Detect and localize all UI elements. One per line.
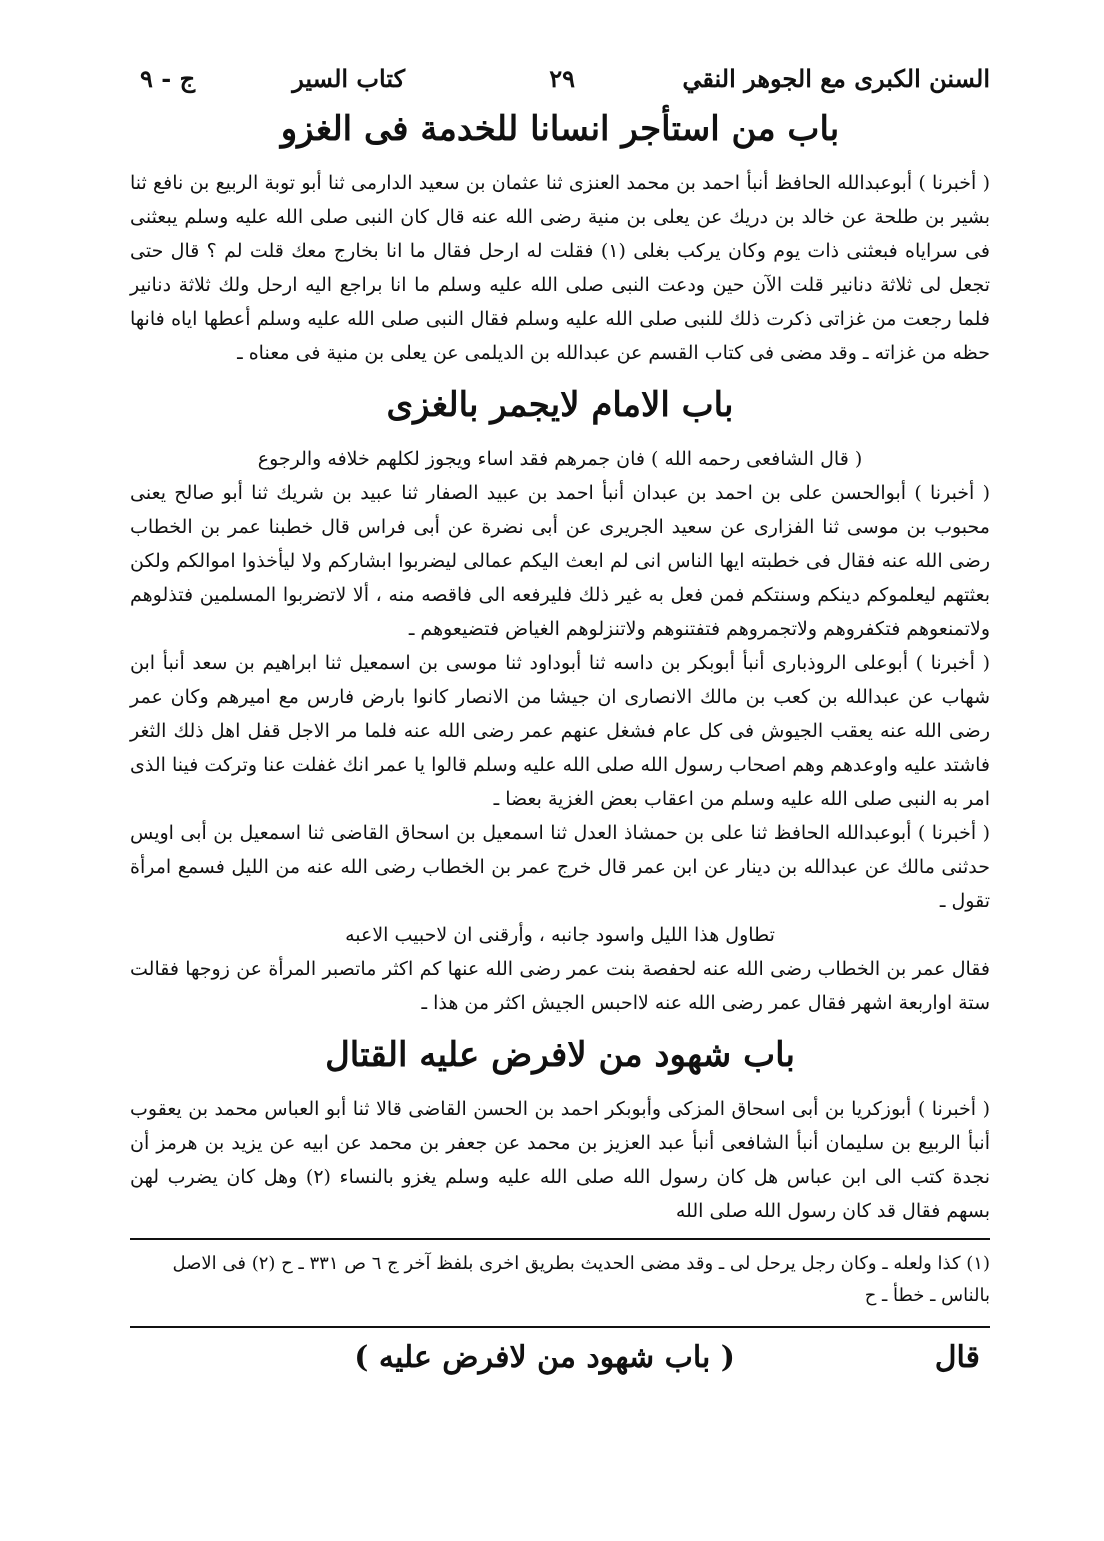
catchword-next: قال — [934, 1340, 980, 1375]
page-number: ٢٩ — [549, 64, 575, 93]
catchword-running-title: ( باب شهود من لافرض عليه ) — [354, 1340, 735, 1375]
chapter-title: باب شهود من لافرض عليه القتال — [325, 1035, 795, 1075]
hadith-paragraph: ( أخبرنا ) أبوعلى الروذبارى أنبأ أبوبكر بن داسه ثنا أبوداود ثنا موسى بن اسمعيل ثنا ابراهيم بن سعد أنبأ ابن شهاب عن عبدالله بن كعب بن مالك الانصارى ان جيشا من الانصار كانوا بارض فارس مع اميرهم وكان عمر رضى الله عنه يعقب الجيوش فى كل عام فشغل عنهم عمر رضى الله عنه فلما مر الاجل قفل اهل ذلك الثغر فاشتد عليه واوعدهم وهم اصحاب رسول الله صلى الله عليه وسلم قالوا يا عمر انك غفلت عنا وتركت فينا الذى امر به النبى صلى الله عليه وسلم من اعقاب بعض الغزية بعضا ـ — [130, 652, 990, 810]
hadith-paragraph: ( أخبرنا ) أبوعبدالله الحافظ ثنا على بن حمشاذ العدل ثنا اسمعيل بن اسحاق القاضى ثنا اسمعيل بن أبى اويس حدثنى مالك عن عبدالله بن دينار عن ابن عمر قال خرج عمر بن الخطاب رضى الله عنه من الليل فسمع امرأة تقول ـ — [130, 822, 990, 912]
hadith-paragraph: ( أخبرنا ) أبوالحسن على بن احمد بن عبدان أنبأ احمد بن عبيد الصفار ثنا عبيد بن شريك ثنا أبو صالح يعنى محبوب بن موسى ثنا الفزارى عن سعيد الجريرى عن أبى نضرة عن أبى فراس قال خطبنا عمر بن الخطاب رضى الله عنه فقال فى خطبته ايها الناس انى لم ابعث اليكم عمالى ليضربوا ابشاركم ولا ليأخذوا اموالكم ولكن بعثتهم ليعلموكم دينكم وسنتكم فمن فعل به غير ذلك فليرفعه الى فاقصه منه ، ألا لاتضربوا المسلمين فتذلوهم ولاتمنعوهم فتكفروهم ولاتجمروهم فتفتنوهم ولاتنزلوهم الغياض فتضيعوهم ـ — [130, 482, 990, 640]
footnote: (١) كذا ولعله ـ وكان رجل يرحل لى ـ وقد مضى الحديث بطريق اخرى بلفظ آخر ج ٦ ص ٣٣١ ـ ح (٢) فى الاصل بالناس ـ خطأ ـ ح — [172, 1253, 990, 1306]
footnote-divider — [130, 1238, 990, 1240]
hadith-paragraph: ( أخبرنا ) أبوزكريا بن أبى اسحاق المزكى وأبوبكر احمد بن الحسن القاضى قالا ثنا أبو العباس محمد بن يعقوب أنبأ الربيع بن سليمان أنبأ الشافعى أنبأ عبد العزيز بن محمد عن جعفر بن محمد عن ابيه عن يزيد بن هرمز أن نجدة كتب الى ابن عباس هل كان رسول الله صلى الله عليه وسلم يغزو بالنساء (٢) وهل كان يضرب لهن بسهم فقال قد كان رسول الله صلى الله — [130, 1098, 990, 1222]
volume-label: ج - ٩ — [140, 64, 196, 93]
hadith-paragraph: ( أخبرنا ) أبوعبدالله الحافظ أنبأ احمد بن محمد العنزى ثنا عثمان بن سعيد الدارمى ثنا أبو توبة الربيع بن نافع ثنا بشير بن طلحة عن خالد بن دريك عن يعلى بن منية رضى الله عنه قال كان النبى صلى الله عليه وسلم يبعثنى فى سراياه فبعثنى ذات يوم وكان يركب بغلى (١) فقلت له ارحل فقال ما انا بخارج معك قلت لم ؟ قال حتى تجعل لى ثلاثة دنانير قلت الآن حين ودعت النبى صلى الله عليه وسلم ما انا براجع اليه ارحل ولك ثلاثة دنانير فلما رجعت من غزاتى ذكرت ذلك للنبى صلى الله عليه وسلم فقال النبى صلى الله عليه وسلم أعطها اياه فانها حظه من غزاته ـ وقد مضى فى كتاب القسم عن عبدالله بن الديلمى عن يعلى بن منية فى معناه ـ — [130, 172, 991, 364]
book-title: السنن الكبرى مع الجوهر النقي — [682, 64, 990, 93]
hadith-paragraph: فقال عمر بن الخطاب رضى الله عنه لحفصة بنت عمر رضى الله عنها كم اكثر ماتصبر المرأة عن زوجها فقالت ستة اواربعة اشهر فقال عمر رضى الله عنه لااحبس الجيش اكثر من هذا ـ — [130, 958, 990, 1014]
page — [130, 60, 990, 1382]
poetry-verse: تطاول هذا الليل واسود جانبه ، وأرقنى ان لاحبيب الاعبه — [345, 924, 775, 946]
running-header — [130, 60, 990, 104]
kitab-title: كتاب السير — [292, 64, 405, 93]
catchwords — [130, 1328, 990, 1382]
chapter-title: باب من استأجر انسانا للخدمة فى الغزو — [280, 109, 840, 149]
chapter-title: باب الامام لايجمر بالغزى — [386, 385, 734, 425]
chapter-intro: ( قال الشافعى رحمه الله ) فان جمرهم فقد اساء ويجوز لكلهم خلافه والرجوع — [257, 448, 863, 470]
